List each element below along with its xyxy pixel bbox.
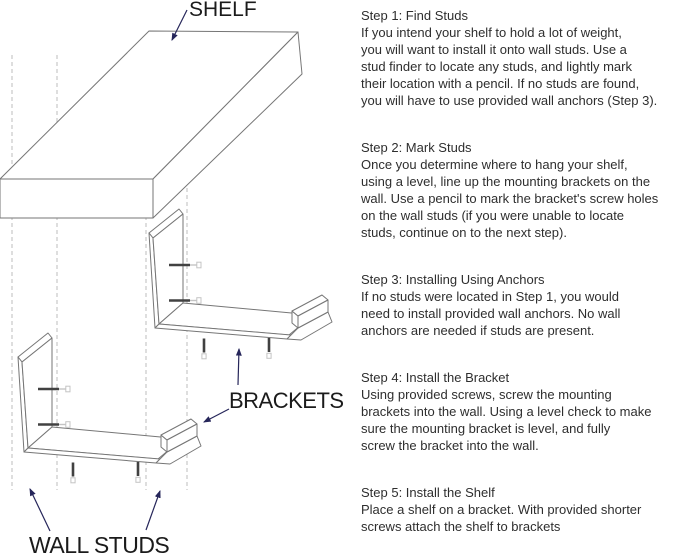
brackets-arrow-left: [204, 409, 229, 422]
bracket-upper: [149, 209, 332, 359]
step-text-line: Once you determine where to hang your shelf,: [361, 157, 628, 172]
step-text-line: you will have to use provided wall anchors (Step 3).: [361, 93, 658, 108]
bracket-lower: [18, 333, 201, 483]
step-title: Step 2: Mark Studs: [361, 140, 472, 155]
step-text-line: you will want to install it onto wall studs. Use a: [361, 42, 627, 57]
brackets-label: BRACKETS: [229, 388, 344, 413]
step-text-line: If you intend your shelf to hold a lot of weight,: [361, 25, 622, 40]
step-block: [361, 7, 675, 109]
shelf-front-face: [0, 179, 153, 218]
step-text-line: If no studs were located in Step 1, you would: [361, 289, 619, 304]
shelf-label: SHELF: [189, 0, 257, 21]
step-text-line: wall. Use a pencil to mark the bracket's screw holes: [361, 191, 659, 206]
step-block: [361, 271, 675, 339]
step-text-line: screws attach the shelf to brackets: [361, 519, 561, 534]
step-text-line: screw the bracket into the wall.: [361, 438, 539, 453]
step-text-line: their location with a pencil. If no studs are found,: [361, 76, 640, 91]
step-text-line: Using provided screws, screw the mounting: [361, 387, 612, 402]
step-title: Step 1: Find Studs: [361, 8, 468, 23]
wall-studs-arrow-right: [146, 491, 160, 530]
step-text-line: on the wall studs (if you were unable to locate: [361, 208, 625, 223]
step-text-line: studs, continue on to the next step).: [361, 225, 567, 240]
step-text-line: need to install provided wall anchors. No wall: [361, 306, 621, 321]
step-title: Step 3: Installing Using Anchors: [361, 272, 545, 287]
step-block: [361, 484, 675, 535]
steps-column: [361, 7, 675, 556]
step-text-line: anchors are needed if studs are present.: [361, 323, 595, 338]
wall-studs-label: WALL STUDS: [29, 532, 170, 556]
step-block: [361, 369, 675, 454]
brackets-arrow-up: [238, 349, 239, 385]
step-text-line: Place a shelf on a bracket. With provided shorter: [361, 502, 642, 517]
wall-studs-arrow-left: [30, 489, 50, 531]
step-title: Step 4: Install the Bracket: [361, 370, 510, 385]
step-text-line: using a level, line up the mounting brackets on the: [361, 174, 651, 189]
step-title: Step 5: Install the Shelf: [361, 485, 495, 500]
step-text-line: brackets into the wall. Using a level check to make: [361, 404, 652, 419]
shelf-drawing: [0, 31, 302, 218]
step-block: [361, 139, 675, 241]
step-text-line: sure the mounting bracket is level, and fully: [361, 421, 611, 436]
step-text-line: stud finder to locate any studs, and lightly mark: [361, 59, 632, 74]
